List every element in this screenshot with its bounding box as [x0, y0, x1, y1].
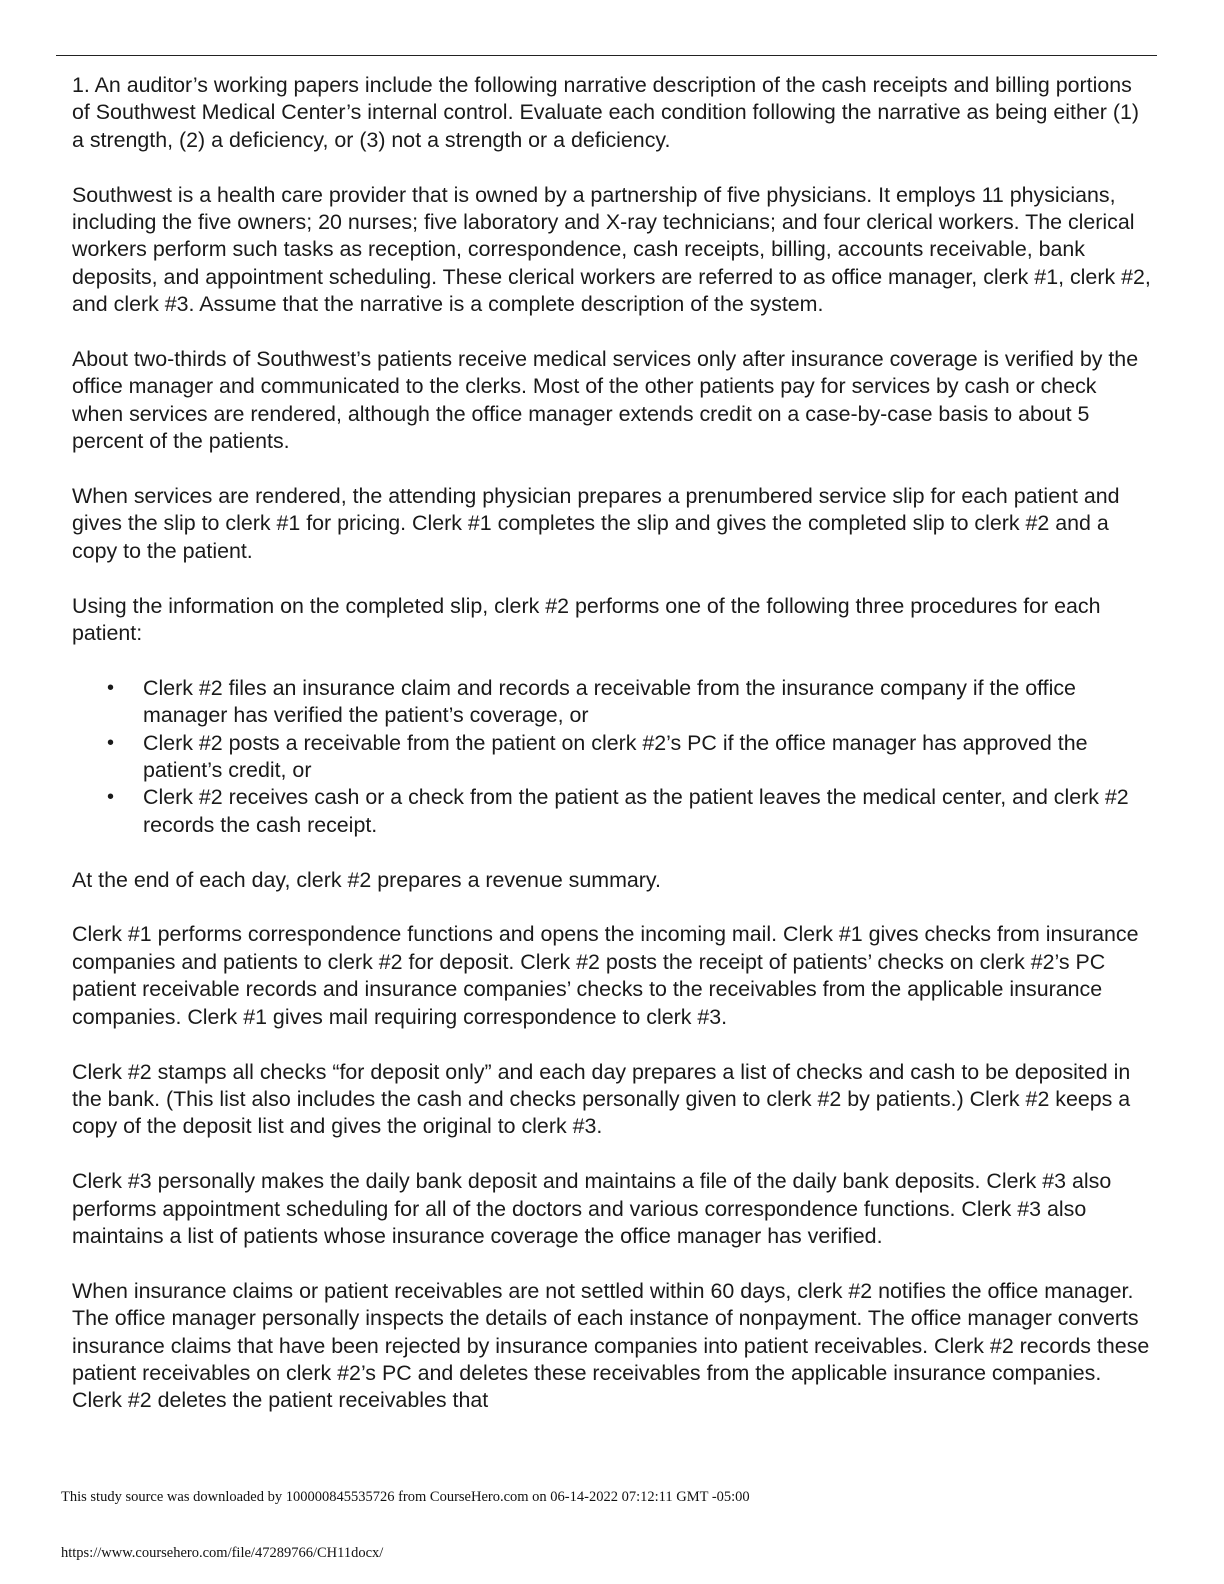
procedures-list	[72, 675, 1152, 839]
bullet-icon: •	[107, 731, 115, 754]
document-content	[72, 72, 1152, 1442]
bullet-icon: •	[107, 676, 115, 699]
paragraph-mail-handling: Clerk #1 performs correspondence functions and opens the incoming mail. Clerk #1 gives checks from insurance companies and patients to clerk #2 for deposit. Clerk #2 posts the receipt of patients’ checks on clerk #2’s PC patient receivable records and insurance companies’ checks to the receivables from the applicable insurance companies. Clerk #1 gives mail requiring correspondence to clerk #3.	[72, 922, 1139, 1029]
paragraph-question: 1. An auditor’s working papers include the following narrative description of the cash receipts and billing portions of Southwest Medical Center’s internal control. Evaluate each condition following the narrative as being either (1) a strength, (2) a deficiency, or (3) not a strength or a deficiency.	[72, 73, 1139, 152]
paragraph-insurance-verification: About two-thirds of Southwest’s patients receive medical services only after insurance coverage is verified by the office manager and communicated to the clerks. Most of the other patients pay for services by cash or check when services are rendered, although the office manager extends credit on a case-by-case basis to about 5 percent of the patients.	[72, 347, 1139, 454]
paragraph-company-overview: Southwest is a health care provider that is owned by a partnership of five physicians. It employs 11 physicians, including the five owners; 20 nurses; five laboratory and X-ray technicians; and four clerical workers. The clerical workers perform such tasks as reception, correspondence, cash receipts, billing, accounts receivable, bank deposits, and appointment scheduling. These clerical workers are referred to as office manager, clerk #1, clerk #2, and clerk #3. Assume that the narrative is a complete description of the system.	[72, 182, 1151, 317]
paragraph-revenue-summary: At the end of each day, clerk #2 prepares a revenue summary.	[72, 867, 661, 892]
list-item-text: Clerk #2 receives cash or a check from the patient as the patient leaves the medical center, and clerk #2 records the cash receipt.	[143, 785, 1129, 837]
list-item	[107, 675, 1152, 730]
list-item	[107, 784, 1152, 839]
list-item-text: Clerk #2 posts a receivable from the patient on clerk #2’s PC if the office manager has approved the patient’s credit, or	[143, 730, 1088, 783]
source-url[interactable]: https://www.coursehero.com/file/47289766/CH11docx/	[61, 1545, 384, 1561]
download-notice: This study source was downloaded by 100000845535726 from CourseHero.com on 06-14-2022 07:12:11 GMT -05:00	[61, 1489, 750, 1505]
list-item	[107, 730, 1152, 785]
list-item-text: Clerk #2 files an insurance claim and records a receivable from the insurance company if the office manager has verified the patient’s coverage, or	[143, 675, 1076, 728]
paragraph-bank-deposit: Clerk #3 personally makes the daily bank deposit and maintains a file of the daily bank deposits. Clerk #3 also performs appointment scheduling for all of the doctors and various correspondence functions. Clerk #3 also maintains a list of patients whose insurance coverage the office manager has verified.	[72, 1169, 1112, 1248]
paragraph-unsettled-claims: When insurance claims or patient receivables are not settled within 60 days, clerk #2 notifies the office manager. The office manager personally inspects the details of each instance of nonpayment. The office manager converts insurance claims that have been rejected by insurance companies into patient receivables. Clerk #2 records these patient receivables on clerk #2’s PC and deletes these receivables from the applicable insurance companies. Clerk #2 deletes the patient receivables that	[72, 1278, 1150, 1413]
bullet-icon: •	[107, 786, 115, 809]
paragraph-deposit-list: Clerk #2 stamps all checks “for deposit only” and each day prepares a list of checks and cash to be deposited in the bank. (This list also includes the cash and checks personally given to clerk #2 by patients.) Clerk #2 keeps a copy of the deposit list and gives the original to clerk #3.	[72, 1059, 1131, 1139]
paragraph-procedures-intro: Using the information on the completed slip, clerk #2 performs one of the following three procedures for each patient:	[72, 593, 1101, 646]
paragraph-service-slip: When services are rendered, the attending physician prepares a prenumbered service slip for each patient and gives the slip to clerk #1 for pricing. Clerk #1 completes the slip and gives the completed slip to clerk #2 and a copy to the patient.	[72, 484, 1120, 563]
